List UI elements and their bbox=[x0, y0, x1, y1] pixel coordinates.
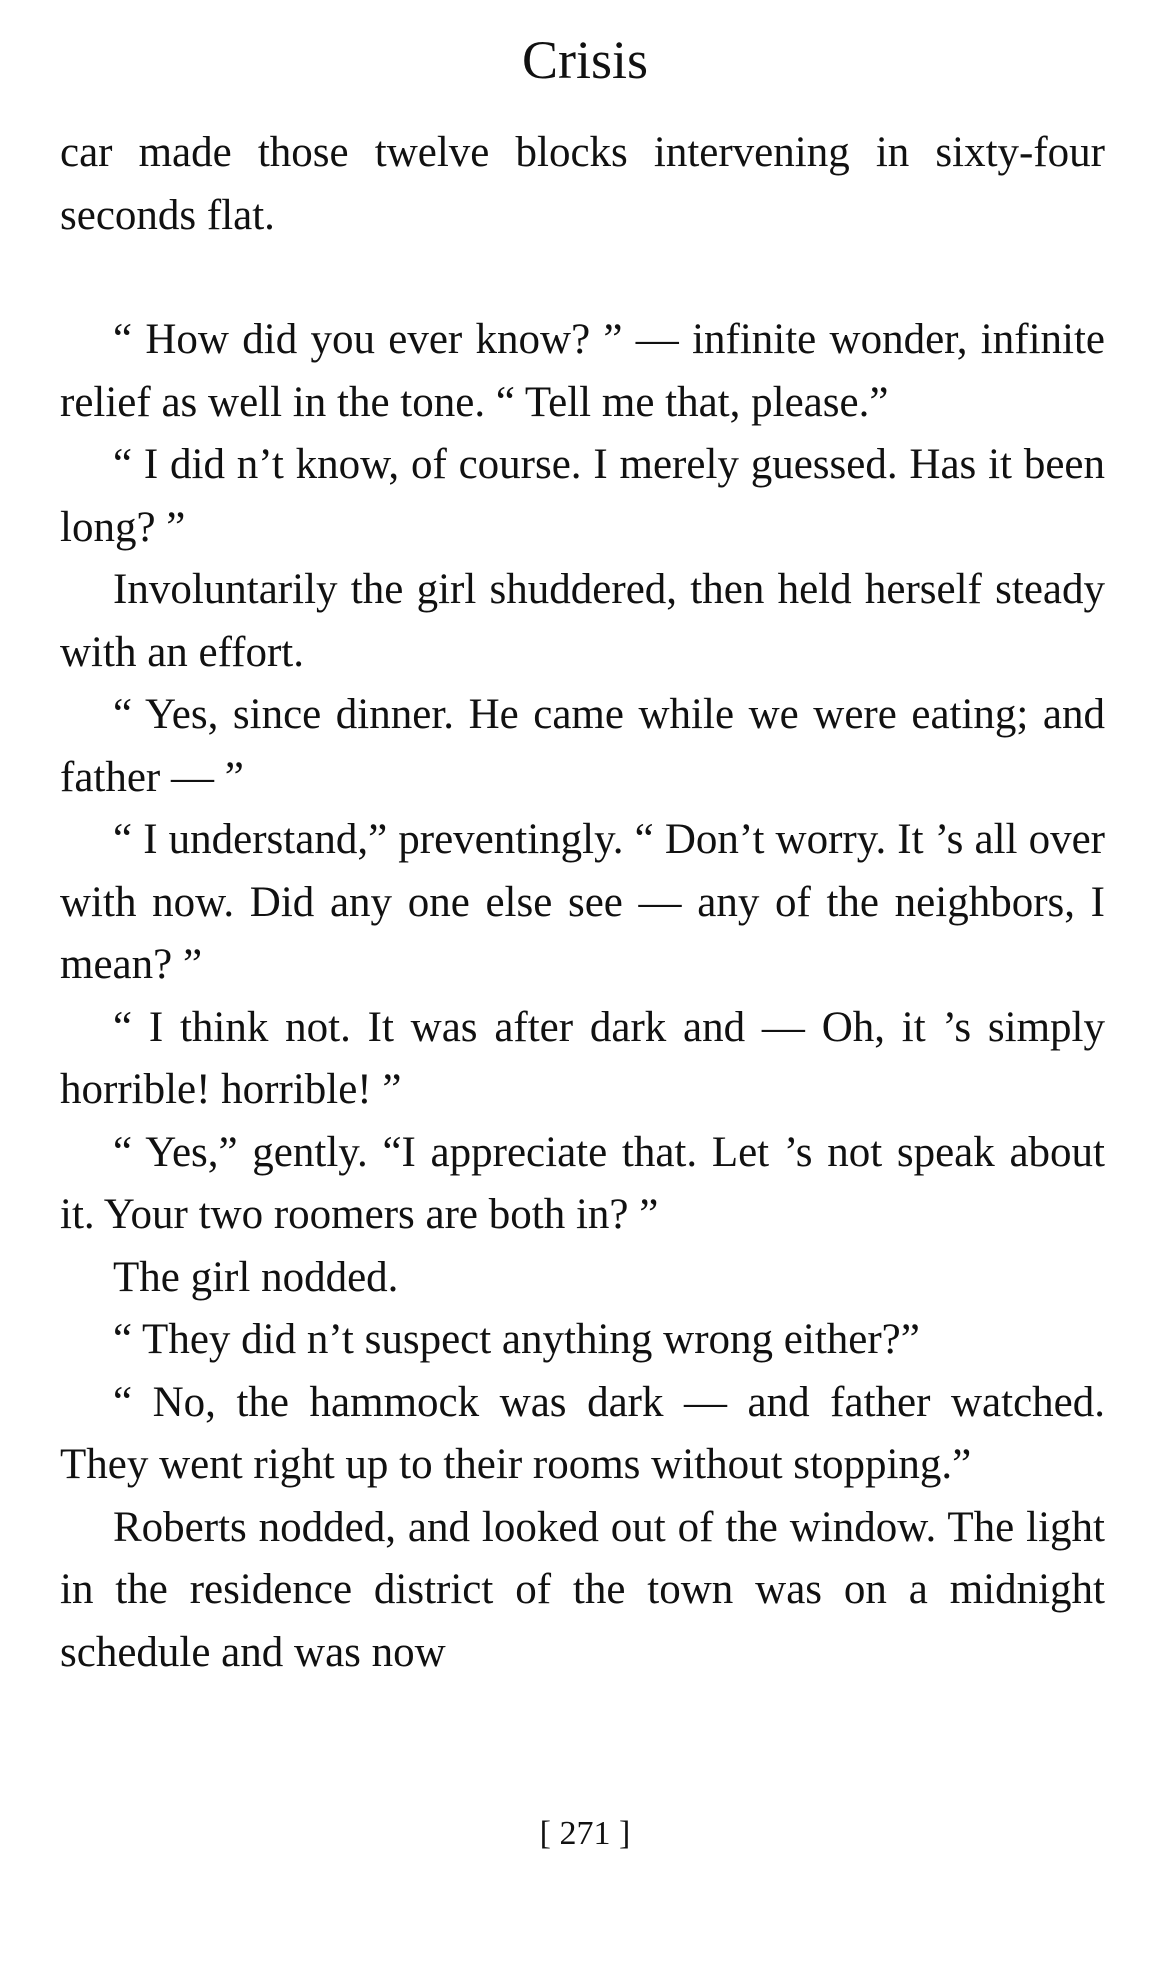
paragraph: “ No, the hammock was dark — and father watched. They went right up to their rooms without stopping.” bbox=[60, 1378, 1105, 1488]
paragraph: car made those twelve blocks intervening in sixty-four seconds flat. bbox=[60, 129, 1105, 239]
paragraph: The girl nodded. bbox=[113, 1253, 399, 1301]
paragraph: Involuntarily the girl shuddered, then held herself steady with an effort. bbox=[60, 566, 1105, 676]
paragraph: “ They did n’t suspect anything wrong either?” bbox=[113, 1316, 920, 1363]
paragraph: “ Yes, since dinner. He came while we were eating; and father — ” bbox=[60, 691, 1105, 801]
page-number: [ 271 ] bbox=[539, 1815, 631, 1852]
paragraph: “ I understand,” preventingly. “ Don’t worry. It ’s all over with now. Did any one else see — any of the neighbors, I mean? ” bbox=[60, 816, 1105, 988]
paragraph: “ Yes,” gently. “I appreciate that. Let ’s not speak about it. Your two roomers are both in? ” bbox=[60, 1128, 1105, 1238]
paragraph: “ I think not. It was after dark and — Oh, it ’s simply horrible! horrible! ” bbox=[60, 1003, 1105, 1113]
paragraph: Roberts nodded, and looked out of the window. The light in the residence district of the town was on a midnight schedule and was now bbox=[60, 1503, 1105, 1676]
paragraph: “ How did you ever know? ” — infinite wonder, infinite relief as well in the tone. “ Tell me that, please.” bbox=[60, 316, 1105, 426]
body-text bbox=[60, 122, 1105, 1684]
paragraph: “ I did n’t know, of course. I merely guessed. Has it been long? ” bbox=[60, 441, 1105, 551]
running-head: Crisis bbox=[521, 30, 649, 90]
